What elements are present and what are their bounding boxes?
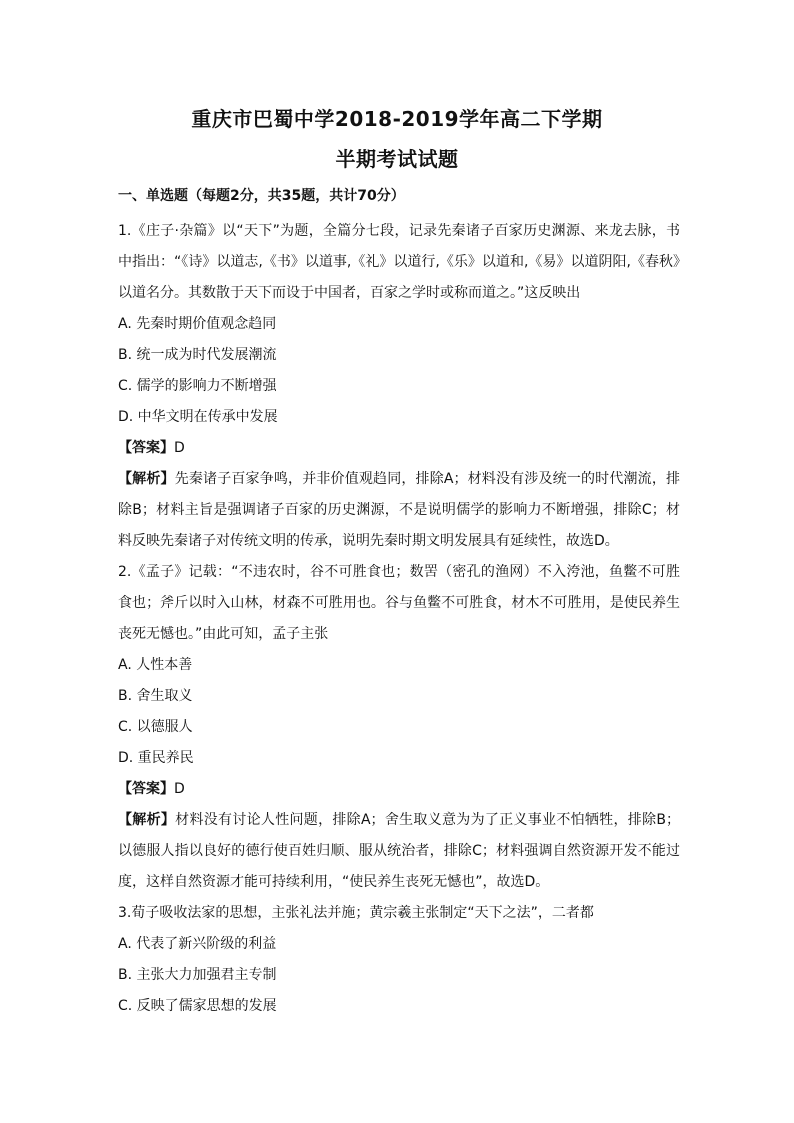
question-2-option-d: D. 重民养民: [118, 750, 194, 766]
question-2-option-a: A. 人性本善: [118, 657, 193, 673]
question-2-option-b: B. 舍生取义: [118, 688, 193, 704]
document-title-line-1: 重庆市巴蜀中学2018-2019学年高二下学期: [191, 107, 603, 131]
answer-tag: 【答案】: [118, 781, 174, 797]
analysis-tag: 【解析】: [118, 812, 176, 828]
question-1-option-c: C. 儒学的影响力不断增强: [118, 378, 277, 394]
question-3-option-c: C. 反映了儒家思想的发展: [118, 998, 277, 1014]
document-title-line-2: 半期考试试题: [335, 147, 459, 171]
question-1-stem: 1.《庄子·杂篇》以“天下”为题，全篇分七段，记录先秦诸子百家历史渊源、来龙去脉，书中指出：“《诗》以道志,《书》以道事,《礼》以道行,《乐》以道和,《易》以道阴阳,《春秋》以道名分。其数散于天下而设于中国者，百家之学时或称而道之。”这反映出: [118, 223, 680, 301]
question-2-answer: [118, 774, 680, 805]
question-1-analysis: [118, 464, 680, 557]
question-2-option-c: C. 以德服人: [118, 719, 193, 735]
question-3-option-a: A. 代表了新兴阶级的利益: [118, 936, 277, 952]
question-3-stem: 3.荀子吸收法家的思想，主张礼法并施；黄宗羲主张制定“天下之法”，二者都: [118, 905, 594, 921]
answer-value: D: [174, 781, 185, 797]
question-2-stem: 2.《孟子》记载：“不违农时，谷不可胜食也；数罟（密孔的渔网）不入洿池，鱼鳖不可胜食也；斧斤以时入山林，材森不可胜用也。谷与鱼鳖不可胜食，材木不可胜用，是使民养生丧死无憾也。”由此可知，孟子主张: [118, 564, 680, 642]
question-1-option-a: A. 先秦时期价值观念趋同: [118, 316, 277, 332]
analysis-tag: 【解析】: [118, 471, 175, 487]
question-1-option-d: D. 中华文明在传承中发展: [118, 409, 278, 425]
analysis-text: 先秦诸子百家争鸣，并非价值观趋同，排除A；材料没有涉及统一的时代潮流，排除B；材料主旨是强调诸子百家的历史渊源，不是说明儒学的影响力不断增强，排除C；材料反映先秦诸子对传统文明的传承，说明先秦时期文明发展具有延续性，故选D。: [118, 471, 681, 549]
analysis-text: 材料没有讨论人性问题，排除A；舍生取义意为为了正义事业不怕牺牲，排除B；以德服人指以良好的德行使百姓归顺、服从统治者，排除C；材料强调自然资源开发不能过度，这样自然资源才能可持续利用，“使民养生丧死无憾也”，故选D。: [118, 812, 680, 890]
question-1-option-b: B. 统一成为时代发展潮流: [118, 347, 277, 363]
question-1-answer: [118, 433, 680, 464]
answer-value: D: [174, 440, 185, 456]
question-3-option-b: B. 主张大力加强君主专制: [118, 967, 277, 983]
answer-tag: 【答案】: [118, 440, 174, 456]
section-heading: 一、单选题（每题2分，共35题，共计70分）: [118, 188, 405, 204]
question-2-analysis: [118, 805, 680, 898]
questions-body: [118, 216, 680, 1022]
